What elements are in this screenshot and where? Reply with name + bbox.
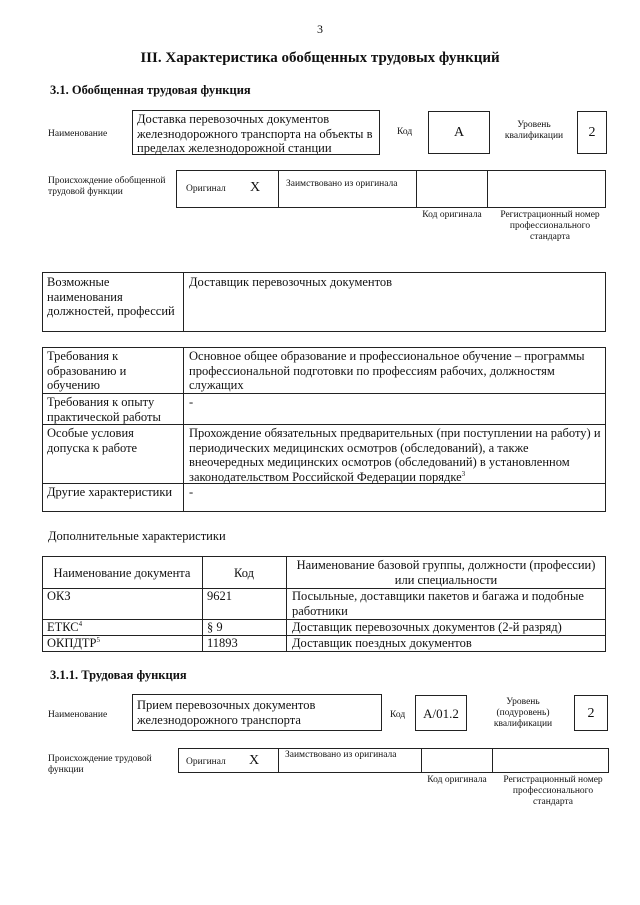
req-experience-label: Требования к опыту практической работы [47,395,161,424]
additional-header-doc: Наименование документа [53,566,191,580]
gtf-heading: 3.1. Обобщенная трудовая функция [50,83,251,97]
gtf-reg-number-label: Регистрационный номер профессионального стандарта [500,210,600,242]
additional-row-doc: ЕТКС$^4$ [47,619,83,634]
additional-row-name: Доставщик поездных документов [292,636,472,650]
footnote-3: 3 [461,469,466,478]
additional-heading: Дополнительные характеристики [48,529,226,543]
tf-code-label: Код [390,710,406,720]
tf-code-box [415,695,467,731]
req-other-value: - [189,485,194,499]
gtf-borrowed-label: Заимствовано из оригинала [286,179,398,189]
tf-code-value: A/01.2 [423,706,459,721]
tf-name-box [132,694,382,731]
additional-row-doc: ОКПДТР$^5$ [47,635,101,650]
tf-original-mark: X [249,753,260,768]
additional-header-name: Наименование базовой группы, должности (профессии) или специальности [296,558,596,587]
req-special-label: Особые условия допуска к работе [47,426,138,455]
tf-name-value: Прием перевозочных документов железнодорожного транспорта [137,698,316,727]
req-education-label: Требования к образованию и обучению [47,349,127,392]
tf-origin-label: Происхождение трудовой функции [48,754,152,775]
additional-row-code: 9621 [207,589,232,603]
gtf-code-value: A [453,125,465,140]
page-number: 3 [317,22,323,36]
tf-code-original-label: Код оригинала [427,775,487,785]
gtf-level-label: Уровень квалификации [504,120,564,141]
section-title: III. Характеристика обобщенных трудовых функций [140,50,500,66]
gtf-code-label: Код [397,127,413,137]
gtf-code-original-label: Код оригинала [422,210,482,220]
req-experience-value: - [189,395,194,409]
additional-row-name: Посыльные, доставщики пакетов и багажа и подобные работники [292,589,584,618]
gtf-original-label: Оригинал [186,184,226,194]
req-special-value [189,426,603,484]
tf-level-value: 2 [587,706,595,721]
tf-original-label: Оригинал [186,757,226,767]
tf-borrowed-label: Заимствовано из оригинала [285,750,397,760]
gtf-name-value: Доставка перевозочных документов железнодорожного транспорта на объекты в пределах железнодорожной станции [137,112,373,155]
gtf-code-box [428,111,490,154]
tf-reg-number-label: Регистрационный номер профессионального стандарта [503,775,603,807]
gtf-name-label: Наименование [48,129,108,139]
req-other-label: Другие характеристики [47,485,173,499]
tf-level-label: Уровень (подуровень) квалификации [493,697,553,729]
tf-name-label: Наименование [48,710,108,720]
tf-level-box [574,695,608,731]
gtf-level-value: 2 [588,125,596,140]
additional-header-code: Код [234,566,254,580]
gtf-origin-label: Происхождение обобщенной трудовой функции [48,176,166,197]
gtf-original-mark: X [250,180,261,195]
gtf-name-box [132,110,380,155]
additional-row-doc: ОКЗ [47,589,71,603]
positions-value: Доставщик перевозочных документов [189,275,393,289]
req-special-text: Прохождение обязательных предварительных (при поступлении на работу) и периодических медицинских осмотров (обследований), а также внеочередных медицинских осмотров (обследований) в установленном законодательством Российской Федерации порядке [189,426,601,484]
additional-row-name: Доставщик перевозочных документов (2-й разряд) [292,620,562,634]
additional-row-code: 11893 [207,636,238,650]
positions-label: Возможные наименования должностей, профессий [47,275,175,318]
tf-heading: 3.1.1. Трудовая функция [50,668,187,682]
gtf-level-box [577,111,607,154]
req-education-value: Основное общее образование и профессиональное обучение – программы профессиональной подготовки по профессиям рабочих, должностям служащих [189,349,585,392]
additional-row-code: § 9 [207,620,223,634]
